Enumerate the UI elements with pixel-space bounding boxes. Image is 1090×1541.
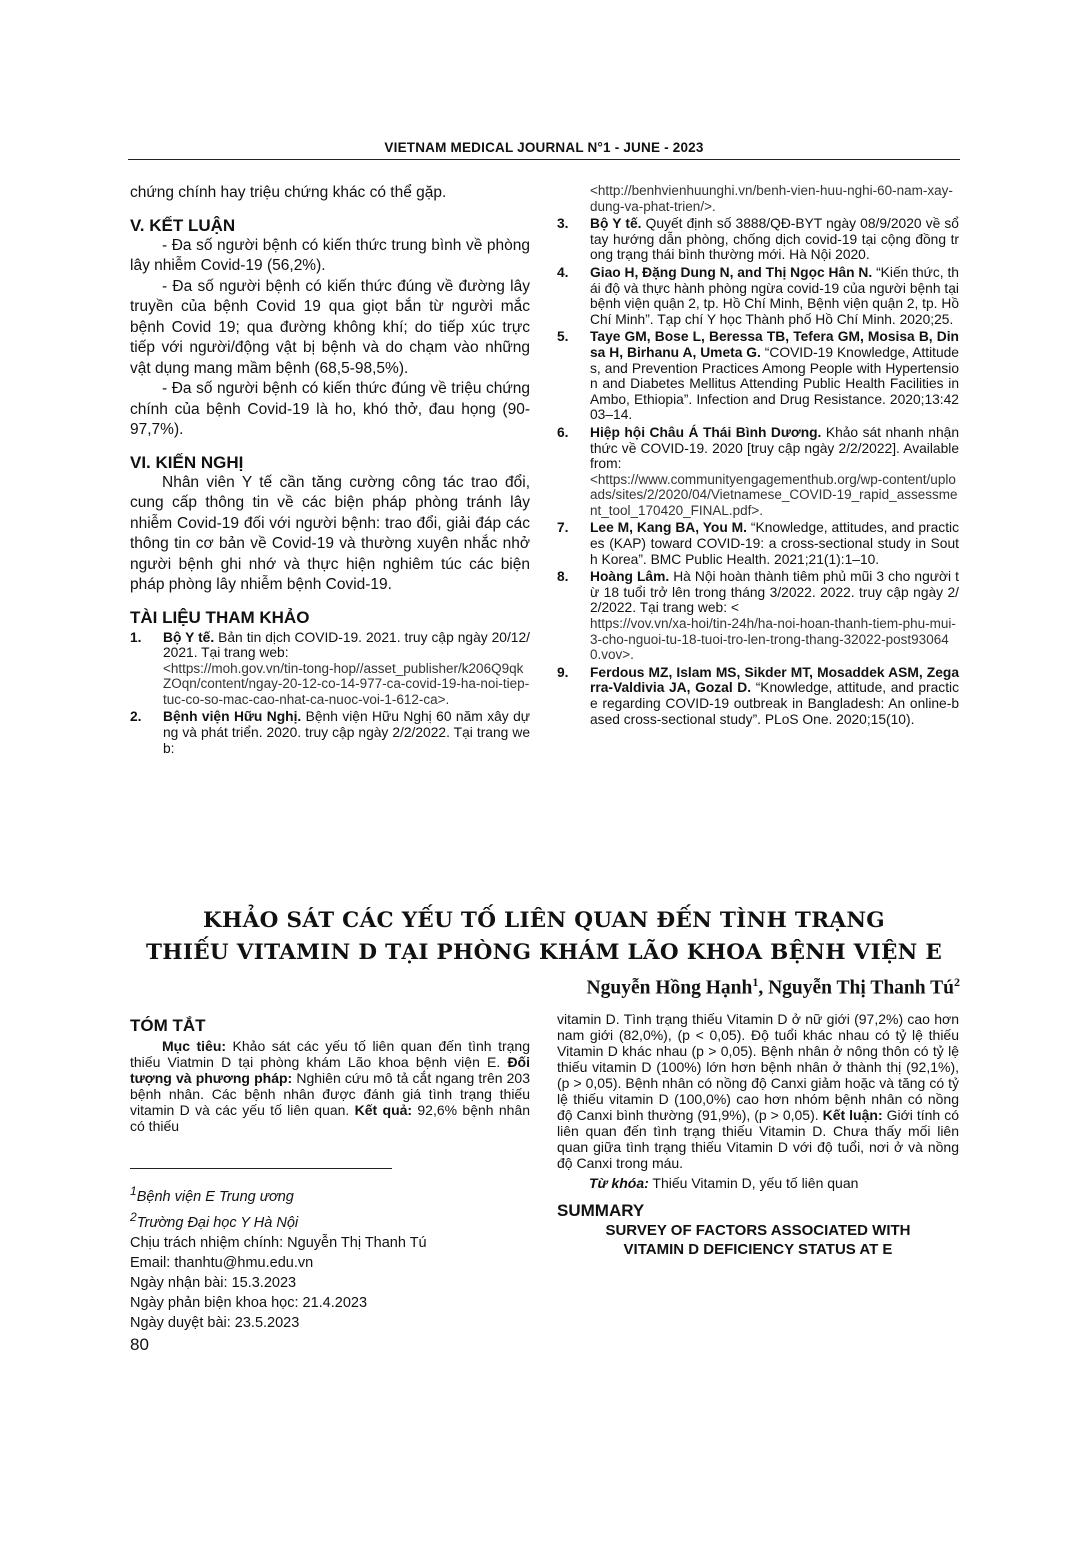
abstract-heading: TÓM TẮT [130, 1016, 206, 1035]
reference-text: “Knowledge, attitude, and practice regarding COVID-19 outbreak in Bangladesh: An online-based cross-sectional study”. PLoS One. 2020;15(10). [590, 680, 959, 727]
conclusion-text: Giới tính có liên quan đến tình trạng thiếu Vitamin D. Chưa thấy mối liên quan giữa tình trạng thiếu Vitamin D với độ tuổi, nơi ở và nồng độ Canxi trong máu. [557, 1107, 959, 1171]
references-heading: TÀI LIỆU THAM KHẢO [130, 607, 310, 627]
keywords [557, 1175, 959, 1191]
objective-label: Mục tiêu: [162, 1038, 227, 1054]
date-reviewed: Ngày phản biện khoa học: 21.4.2023 [130, 1294, 368, 1311]
reference-item [130, 709, 530, 756]
affiliation-marker: 2 [954, 975, 960, 989]
reference-text: “Kiến thức, thái độ và thực hành phòng ngừa covid-19 của người bệnh tại bệnh viện quận 2, tp. Hồ Chí Minh, Bệnh viện quận 2, tp. Hồ Chí Minh”. Tạp chí Y học Thành phố Hồ Chí Minh. 2020;25. [590, 264, 959, 327]
reference-item [557, 265, 959, 327]
reference-url: <https://www.communityengagementhub.org/wp-content/uploads/sites/2/2020/04/Vietnamese_COVID-19_rapid_assessment_tool_170420_FINAL.pdf>. [590, 471, 958, 518]
reference-author: Bệnh viện Hữu Nghị. [163, 709, 302, 725]
method-text: Nghiên cứu mô tả cắt ngang trên 203 bệnh nhân. Các bệnh nhân được đánh giá tình trạng thiếu vitamin D và các yếu tố liên quan. [130, 1070, 531, 1118]
reference-item [130, 630, 530, 708]
reference-number: 3. [557, 216, 569, 232]
reference-text: Khảo sát nhanh nhận thức về COVID-19. 2020 [truy cập ngày 2/2/2022]. Available from: [590, 424, 959, 472]
reference-author: Bộ Y tế. [590, 216, 642, 232]
affiliation-marker: 1 [130, 1184, 137, 1198]
reference-number: 6. [557, 424, 569, 440]
reference-item [557, 425, 959, 519]
affiliation-1: Bệnh viện E Trung ương [136, 1188, 294, 1205]
author-list [587, 975, 960, 1000]
reference-item [557, 216, 959, 263]
reference-url: <http://benhvienhuunghi.vn/benh-vien-huu-nghi-60-nam-xay-dung-va-phat-trien/>. [590, 183, 953, 214]
recommend-paragraph: Nhân viên Y tế cần tăng cường công tác trao đổi, cung cấp thông tin về các biện pháp phòng tránh lây nhiễm Covid-19 đối với người bệnh: trao đổi, giải đáp các thông tin cơ bản về Covid-19 và thường xuyên nhắc nhở người bệnh ghi nhớ và thực hiện nghiêm túc các biện pháp phòng lây nhiễm bệnh Covid-19. [130, 473, 530, 593]
reference-number: 1. [130, 629, 142, 645]
reference-continuation [557, 183, 959, 214]
affiliation-marker: 2 [130, 1209, 137, 1224]
summary-heading: SUMMARY [557, 1201, 645, 1220]
reference-url: https://vov.vn/xa-hoi/tin-24h/ha-noi-hoan-thanh-tiem-phu-mui-3-cho-nguoi-tu-18-tuoi-tro-len-trong-thang-32022-post930640.vov>. [590, 616, 956, 663]
reference-text: “COVID-19 Knowledge, Attitudes, and Prevention Practices Among People with Hypertension and Diabetes Mellitus Attending Public Health Facilities in Ambo, Ethiopia”. Infection and Drug Resistance. 2020;13:4203–14. [590, 344, 959, 423]
reference-item [557, 569, 959, 663]
keywords-text: Thiếu Vitamin D, yếu tố liên quan [648, 1175, 859, 1191]
reference-author: Ferdous MZ, Islam MS, Sikder MT, Mosaddek ASM, Zegarra-Valdivia JA, Gozal D. [590, 664, 959, 696]
objective-text: Khảo sát các yếu tố liên quan đến tình trạng thiếu Viatmin D tại phòng khám Lão khoa bệnh viện E. [130, 1038, 530, 1070]
reference-url: <https://moh.gov.vn/tin-tong-hop//asset_publisher/k206Q9qkZOqn/content/ngay-20-12-co-14-977-ca-covid-19-ha-noi-tiep-tuc-co-so-mac-cao-nhat-ca-nuoc-voi-1-612-ca>. [163, 660, 530, 707]
contact-email: Email: thanhtu@hmu.edu.vn [130, 1254, 314, 1271]
method-label: Đối tượng và phương pháp: [130, 1054, 530, 1086]
footnotes [130, 1181, 530, 1333]
author-separator: , [758, 977, 769, 999]
reference-text: Bản tin dịch COVID-19. 2021. truy cập ngày 20/12/2021. Tại trang web: [163, 629, 530, 661]
responsible-author: Chịu trách nhiệm chính: Nguyễn Thị Thanh Tú [130, 1234, 427, 1251]
reference-author: Bộ Y tế. [163, 629, 215, 645]
conclusion-label: Kết luận: [822, 1107, 883, 1123]
reference-number: 9. [557, 664, 569, 680]
abstract-right [557, 1011, 959, 1259]
reference-number: 8. [557, 569, 569, 585]
article-title-line-2: THIẾU VITAMIN D TẠI PHÒNG KHÁM LÃO KHOA BỆNH VIỆN E [145, 940, 943, 965]
abstract-continuation [557, 1011, 959, 1171]
article-title-line-1: KHẢO SÁT CÁC YẾU TỐ LIÊN QUAN ĐẾN TÌNH TRẠNG [203, 908, 885, 933]
result-label: Kết quả: [354, 1102, 413, 1118]
conclusion-paragraph: - Đa số người bệnh có kiến thức đúng về triệu chứng chính của bệnh Covid-19 là ho, khó thở, đau họng (90-97,7%). [130, 380, 530, 438]
recommend-heading: VI. KIẾN NGHỊ [130, 452, 244, 472]
reference-author: Lee M, Kang BA, You M. [590, 520, 748, 536]
reference-item [557, 329, 959, 423]
conclusion-paragraph: - Đa số người bệnh có kiến thức đúng về đường lây truyền của bệnh Covid 19 qua giọt bắn từ người mắc bệnh Covid 19; qua đường không khí; do tiếp xúc trực tiếp với người/động vật bị bệnh và do chạm vào những vật dụng mang mầm bệnh (68,5-98,5%). [130, 277, 530, 377]
reference-number: 7. [557, 520, 569, 536]
reference-text: Hà Nội hoàn thành tiêm phủ mũi 3 cho người từ 18 tuổi trở lên trong tháng 3/2022. 2022. truy cập ngày 2/2/2022. Tại trang web: < [590, 569, 959, 616]
intro-line: chứng chính hay triệu chứng khác có thể gặp. [130, 184, 447, 201]
reference-author: Giao H, Đặng Dung N, and Thị Ngọc Hân N. [590, 264, 873, 280]
reference-number: 4. [557, 264, 569, 280]
reference-author: Taye GM, Bose L, Beressa TB, Tefera GM, Mosisa B, Dinsa H, Birhanu A, Umeta G. [590, 329, 959, 360]
author-name: Nguyễn Hồng Hạnh [586, 977, 753, 999]
reference-author: Hiệp hội Châu Á Thái Bình Dương. [590, 424, 822, 440]
page-number: 80 [130, 1335, 149, 1354]
date-approved: Ngày duyệt bài: 23.5.2023 [130, 1314, 300, 1331]
summary-title-line-1: SURVEY OF FACTORS ASSOCIATED WITH [605, 1222, 911, 1239]
abstract-paragraph [130, 1038, 530, 1134]
reference-author: Hoàng Lâm. [590, 569, 670, 585]
affiliation-marker: 1 [752, 975, 759, 989]
result-text: 92,6% bệnh nhân có thiếu [130, 1102, 531, 1134]
footnote-divider [130, 1168, 392, 1169]
conclusion-paragraph: - Đa số người bệnh có kiến thức trung bình về phòng lây nhiễm Covid-19 (56,2%). [130, 236, 530, 274]
affiliation-2: Trường Đại học Y Hà Nội [136, 1214, 299, 1231]
date-received: Ngày nhận bài: 15.3.2023 [130, 1274, 297, 1291]
left-column-top [130, 183, 530, 758]
abstract-left [130, 1016, 530, 1134]
reference-item [557, 520, 959, 567]
reference-text: “Knowledge, attitudes, and practices (KAP) toward COVID-19: a cross-sectional study in South Korea”. BMC Public Health. 2021;21(1):1–10. [590, 520, 959, 567]
right-column-top [557, 183, 959, 729]
reference-number: 2. [130, 709, 142, 725]
summary-title-line-2: VITAMIN D DEFICIENCY STATUS AT E [623, 1241, 893, 1258]
reference-text: Bệnh viện Hữu Nghị 60 năm xây dựng và phát triển. 2020. truy cập ngày 2/2/2022. Tại trang web: [163, 709, 530, 756]
reference-text: Quyết định số 3888/QĐ-BYT ngày 08/9/2020 về sổ tay hướng dẫn phòng, chống dịch covid-19 tại cộng đồng trong trạng thái bình thường mới. Hà Nội 2020. [590, 216, 959, 263]
journal-header: VIETNAM MEDICAL JOURNAL N°1 - JUNE - 2023 [128, 140, 960, 160]
author-name: Nguyễn Thị Thanh Tú [768, 977, 954, 999]
reference-number: 5. [557, 329, 569, 345]
reference-item [557, 665, 959, 727]
result-text: vitamin D. Tình trạng thiếu Vitamin D ở nữ giới (97,2%) cao hơn nam giới (82,0%), (p < 0,05). Độ tuổi khác nhau có tỷ lệ thiếu Vitamin D khác nhau (p > 0,05). Bệnh nhân ở nông thôn có tỷ lệ thiếu vitamin D (100%) lớn hơn bệnh nhân ở thành thị (92,1%), (p > 0,05). Bệnh nhân có nồng độ Canxi giảm hoặc và tăng có tỷ lệ thiếu vitamin D (100,0%) cao hơn nhóm bệnh nhân có nồng độ Canxi bình thường (91,9%), (p > 0,05). [557, 1011, 959, 1123]
conclusion-heading: V. KẾT LUẬN [130, 215, 236, 235]
keywords-label: Từ khóa: [589, 1175, 649, 1191]
